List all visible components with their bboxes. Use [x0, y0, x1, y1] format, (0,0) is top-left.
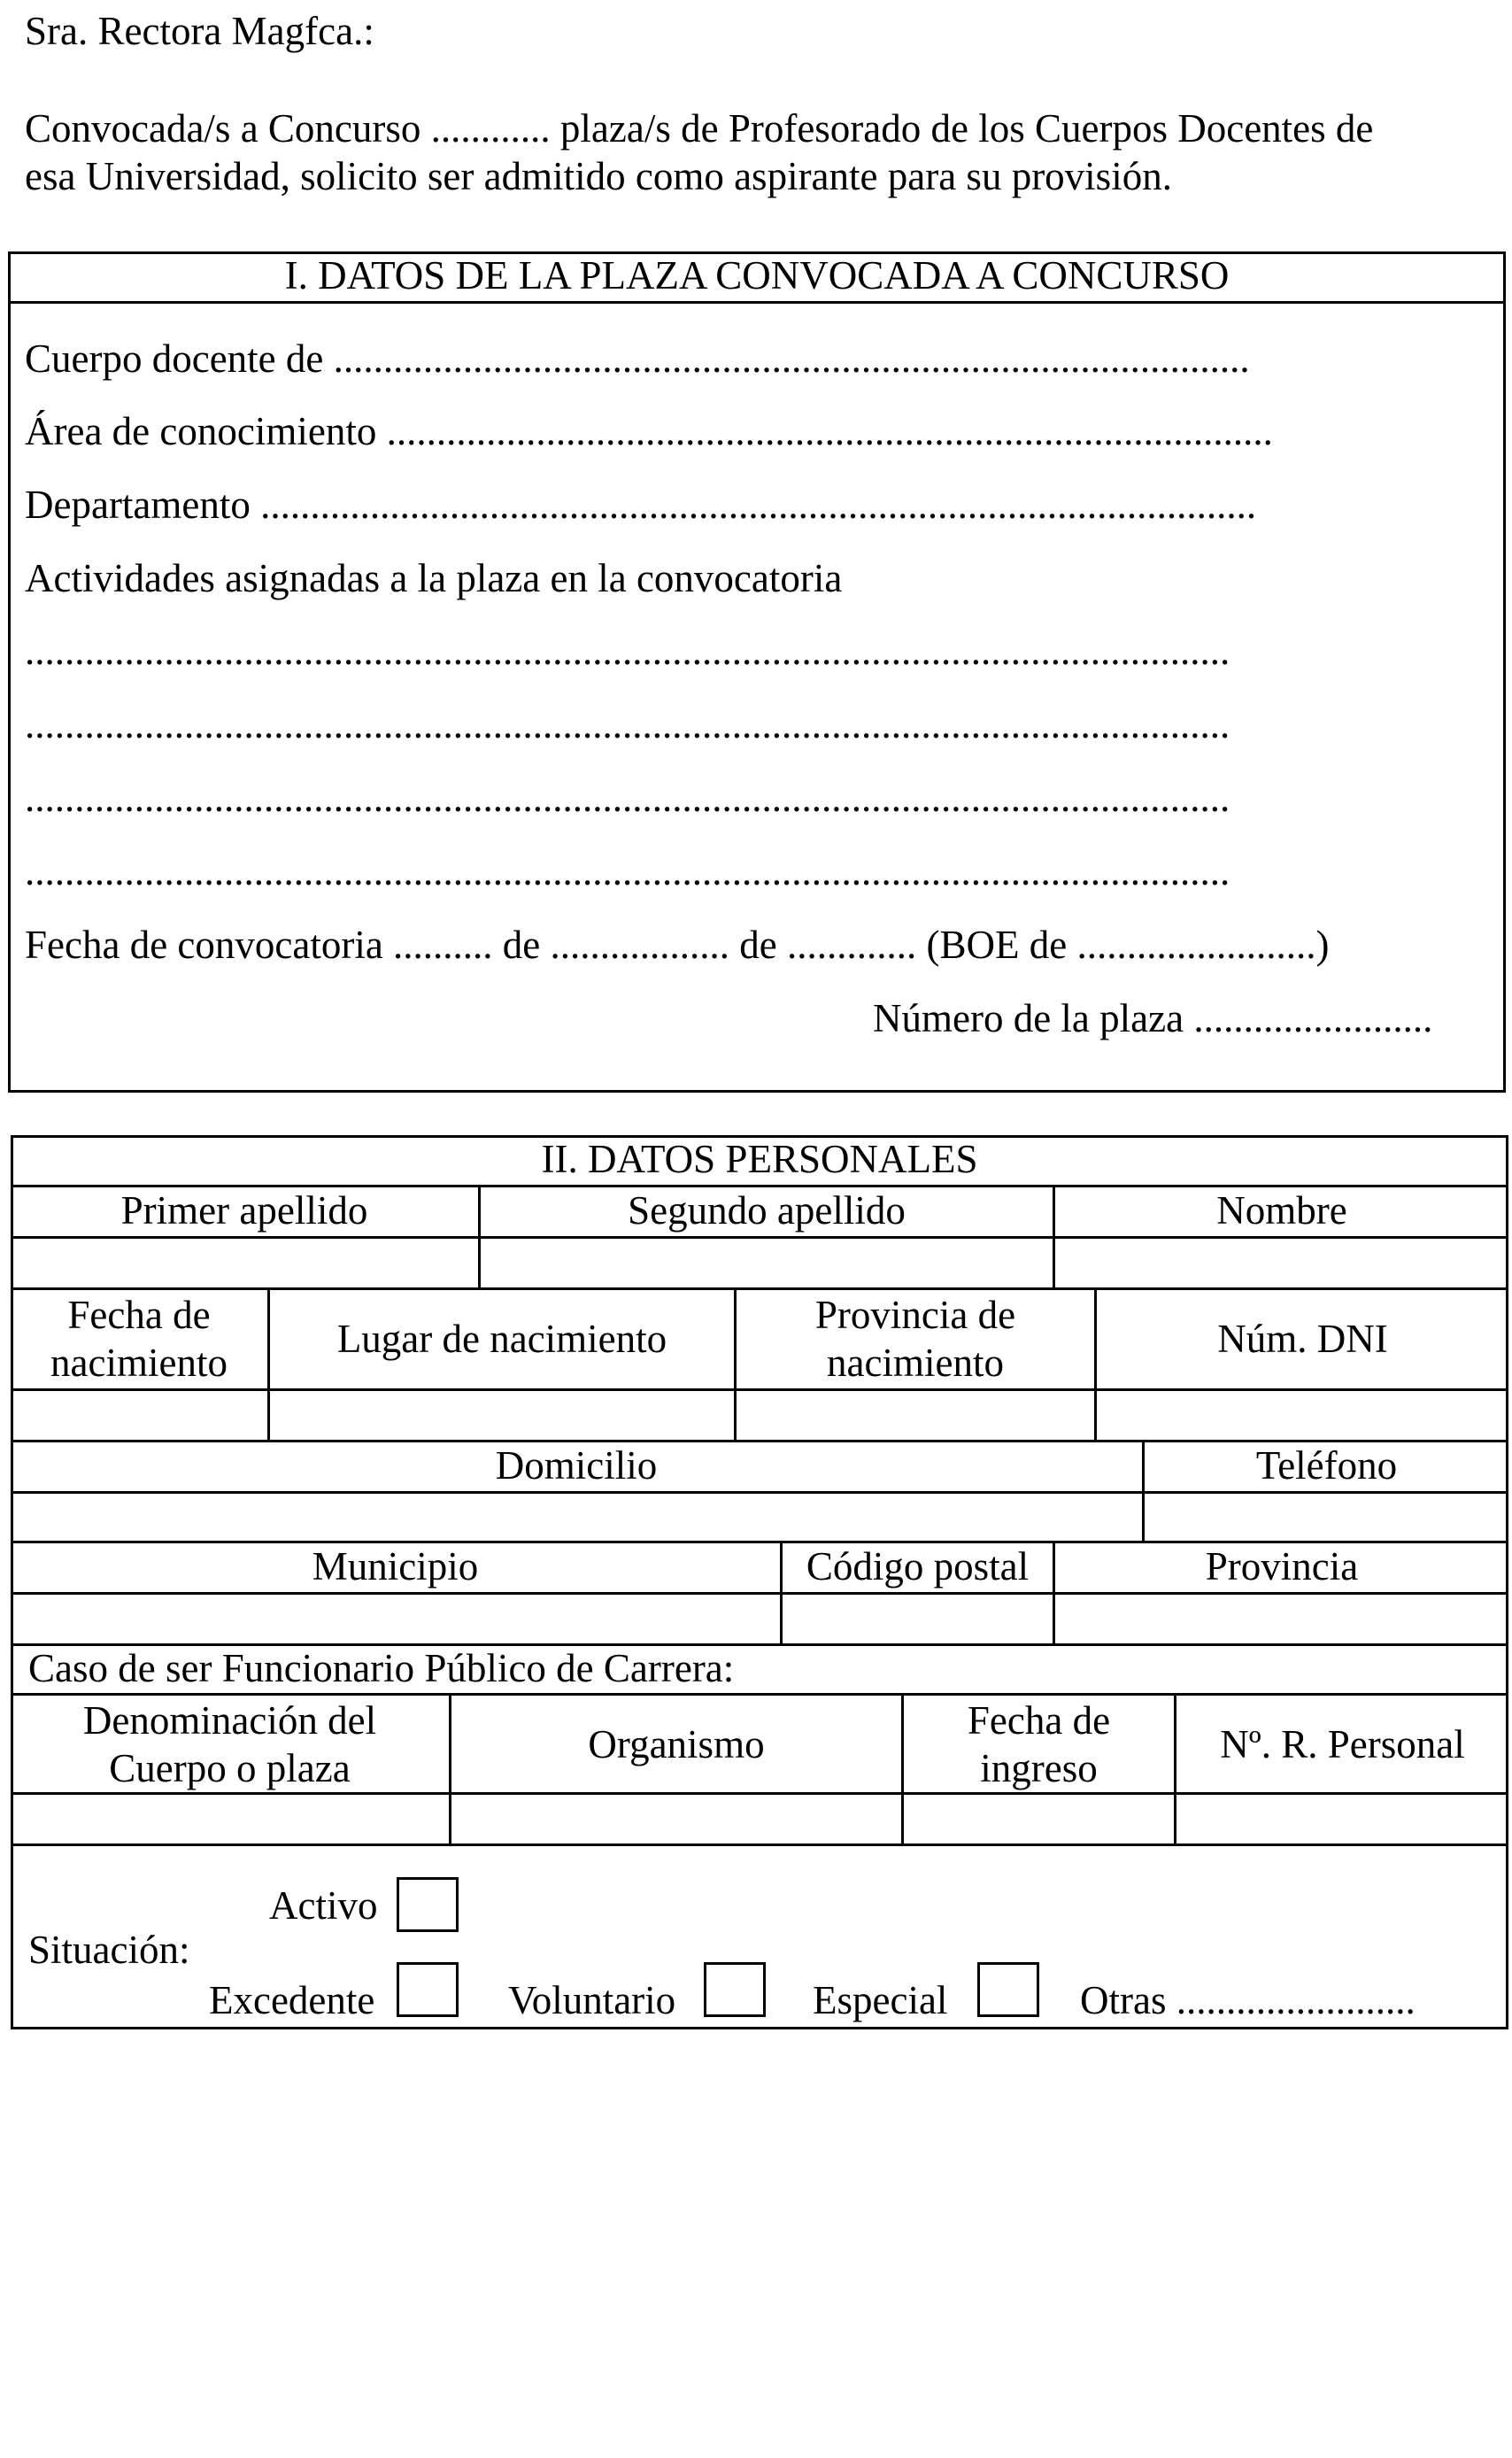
nombre-input[interactable] — [1055, 1239, 1507, 1287]
telefono-input[interactable] — [1145, 1494, 1507, 1541]
segundo-apellido-input[interactable] — [481, 1239, 1053, 1287]
telefono-header: Teléfono — [1255, 1443, 1398, 1488]
excedente-label: Excedente — [209, 1978, 375, 2022]
provincia-nacimiento-header: nacimiento — [827, 1341, 1004, 1385]
fecha-convocatoria-field[interactable]: Fecha de convocatoria .......... de .................. de ............. (BOE de ........................) — [25, 923, 1330, 967]
voluntario-checkbox[interactable] — [704, 1962, 766, 2017]
provincia-nacimiento-header: Provincia de — [814, 1293, 1016, 1337]
primer-apellido-header: Primer apellido — [120, 1188, 368, 1233]
actividades-label: Actividades asignadas a la plaza en la convocatoria — [25, 556, 843, 600]
municipio-header: Municipio — [312, 1544, 479, 1588]
especial-checkbox[interactable] — [977, 1962, 1039, 2017]
excedente-checkbox[interactable] — [397, 1962, 459, 2017]
situacion-label: Situación: — [28, 1928, 190, 1972]
divider — [11, 1693, 1508, 1696]
provincia-header: Provincia — [1205, 1544, 1359, 1588]
actividades-line-2[interactable]: ......................................................................................................................... — [25, 702, 1230, 746]
intro-line-2: esa Universidad, solicito ser admitido como aspirante para su provisión. — [25, 154, 1172, 198]
activo-label: Activo — [269, 1883, 378, 1928]
denominacion-header: Cuerpo o plaza — [109, 1746, 351, 1790]
fecha-nacimiento-header: nacimiento — [50, 1341, 228, 1385]
activo-checkbox[interactable] — [397, 1877, 459, 1932]
domicilio-input[interactable] — [13, 1494, 1142, 1541]
otras-field[interactable]: Otras ........................ — [1080, 1978, 1416, 2022]
lugar-nacimiento-header: Lugar de nacimiento — [336, 1317, 667, 1361]
provincia-input[interactable] — [1055, 1595, 1507, 1643]
fecha-nacimiento-input[interactable] — [13, 1391, 267, 1440]
nombre-header: Nombre — [1216, 1188, 1347, 1233]
cuerpo-docente-field[interactable]: Cuerpo docente de ............................................................................................ — [25, 336, 1250, 381]
actividades-line-3[interactable]: ......................................................................................................................... — [25, 776, 1230, 820]
registro-personal-header: Nº. R. Personal — [1220, 1722, 1465, 1766]
organismo-header: Organismo — [588, 1722, 765, 1766]
lugar-nacimiento-input[interactable] — [270, 1391, 734, 1440]
actividades-line-1[interactable]: ......................................................................................................................... — [25, 629, 1230, 673]
actividades-line-4[interactable]: ......................................................................................................................... — [25, 849, 1230, 893]
divider — [11, 1844, 1508, 1846]
departamento-field[interactable]: Departamento .................................................................................................... — [25, 483, 1257, 527]
denominacion-header: Denominación del — [82, 1698, 377, 1743]
fecha-ingreso-header: ingreso — [980, 1746, 1098, 1790]
registro-personal-input[interactable] — [1176, 1795, 1507, 1844]
fecha-ingreso-input[interactable] — [904, 1795, 1174, 1844]
salutation: Sra. Rectora Magfca.: — [25, 9, 374, 53]
section-1-title: I. DATOS DE LA PLAZA CONVOCADA A CONCURSO — [284, 253, 1230, 298]
denominacion-input[interactable] — [13, 1795, 449, 1844]
segundo-apellido-header: Segundo apellido — [628, 1188, 906, 1233]
codigo-postal-header: Código postal — [806, 1544, 1030, 1588]
intro-line-1: Convocada/s a Concurso ............ plaza/s de Profesorado de los Cuerpos Docentes de — [25, 106, 1374, 151]
funcionario-label: Caso de ser Funcionario Público de Carrera: — [28, 1646, 735, 1690]
numero-plaza-field[interactable]: Número de la plaza ........................ — [873, 996, 1433, 1040]
provincia-nacimiento-input[interactable] — [737, 1391, 1094, 1440]
section-1-title-divider — [8, 301, 1506, 304]
municipio-input[interactable] — [13, 1595, 780, 1643]
domicilio-header: Domicilio — [495, 1443, 658, 1488]
dni-input[interactable] — [1097, 1391, 1507, 1440]
organismo-input[interactable] — [451, 1795, 901, 1844]
area-conocimiento-field[interactable]: Área de conocimiento ......................................................................................... — [25, 409, 1273, 453]
codigo-postal-input[interactable] — [783, 1595, 1053, 1643]
divider — [11, 1287, 1508, 1290]
fecha-nacimiento-header: Fecha de — [67, 1293, 211, 1337]
fecha-ingreso-header: Fecha de — [967, 1698, 1111, 1743]
dni-header: Núm. DNI — [1217, 1317, 1388, 1361]
voluntario-label: Voluntario — [508, 1978, 676, 2022]
especial-label: Especial — [813, 1978, 948, 2022]
section-2-title: II. DATOS PERSONALES — [541, 1137, 978, 1181]
primer-apellido-input[interactable] — [13, 1239, 478, 1287]
